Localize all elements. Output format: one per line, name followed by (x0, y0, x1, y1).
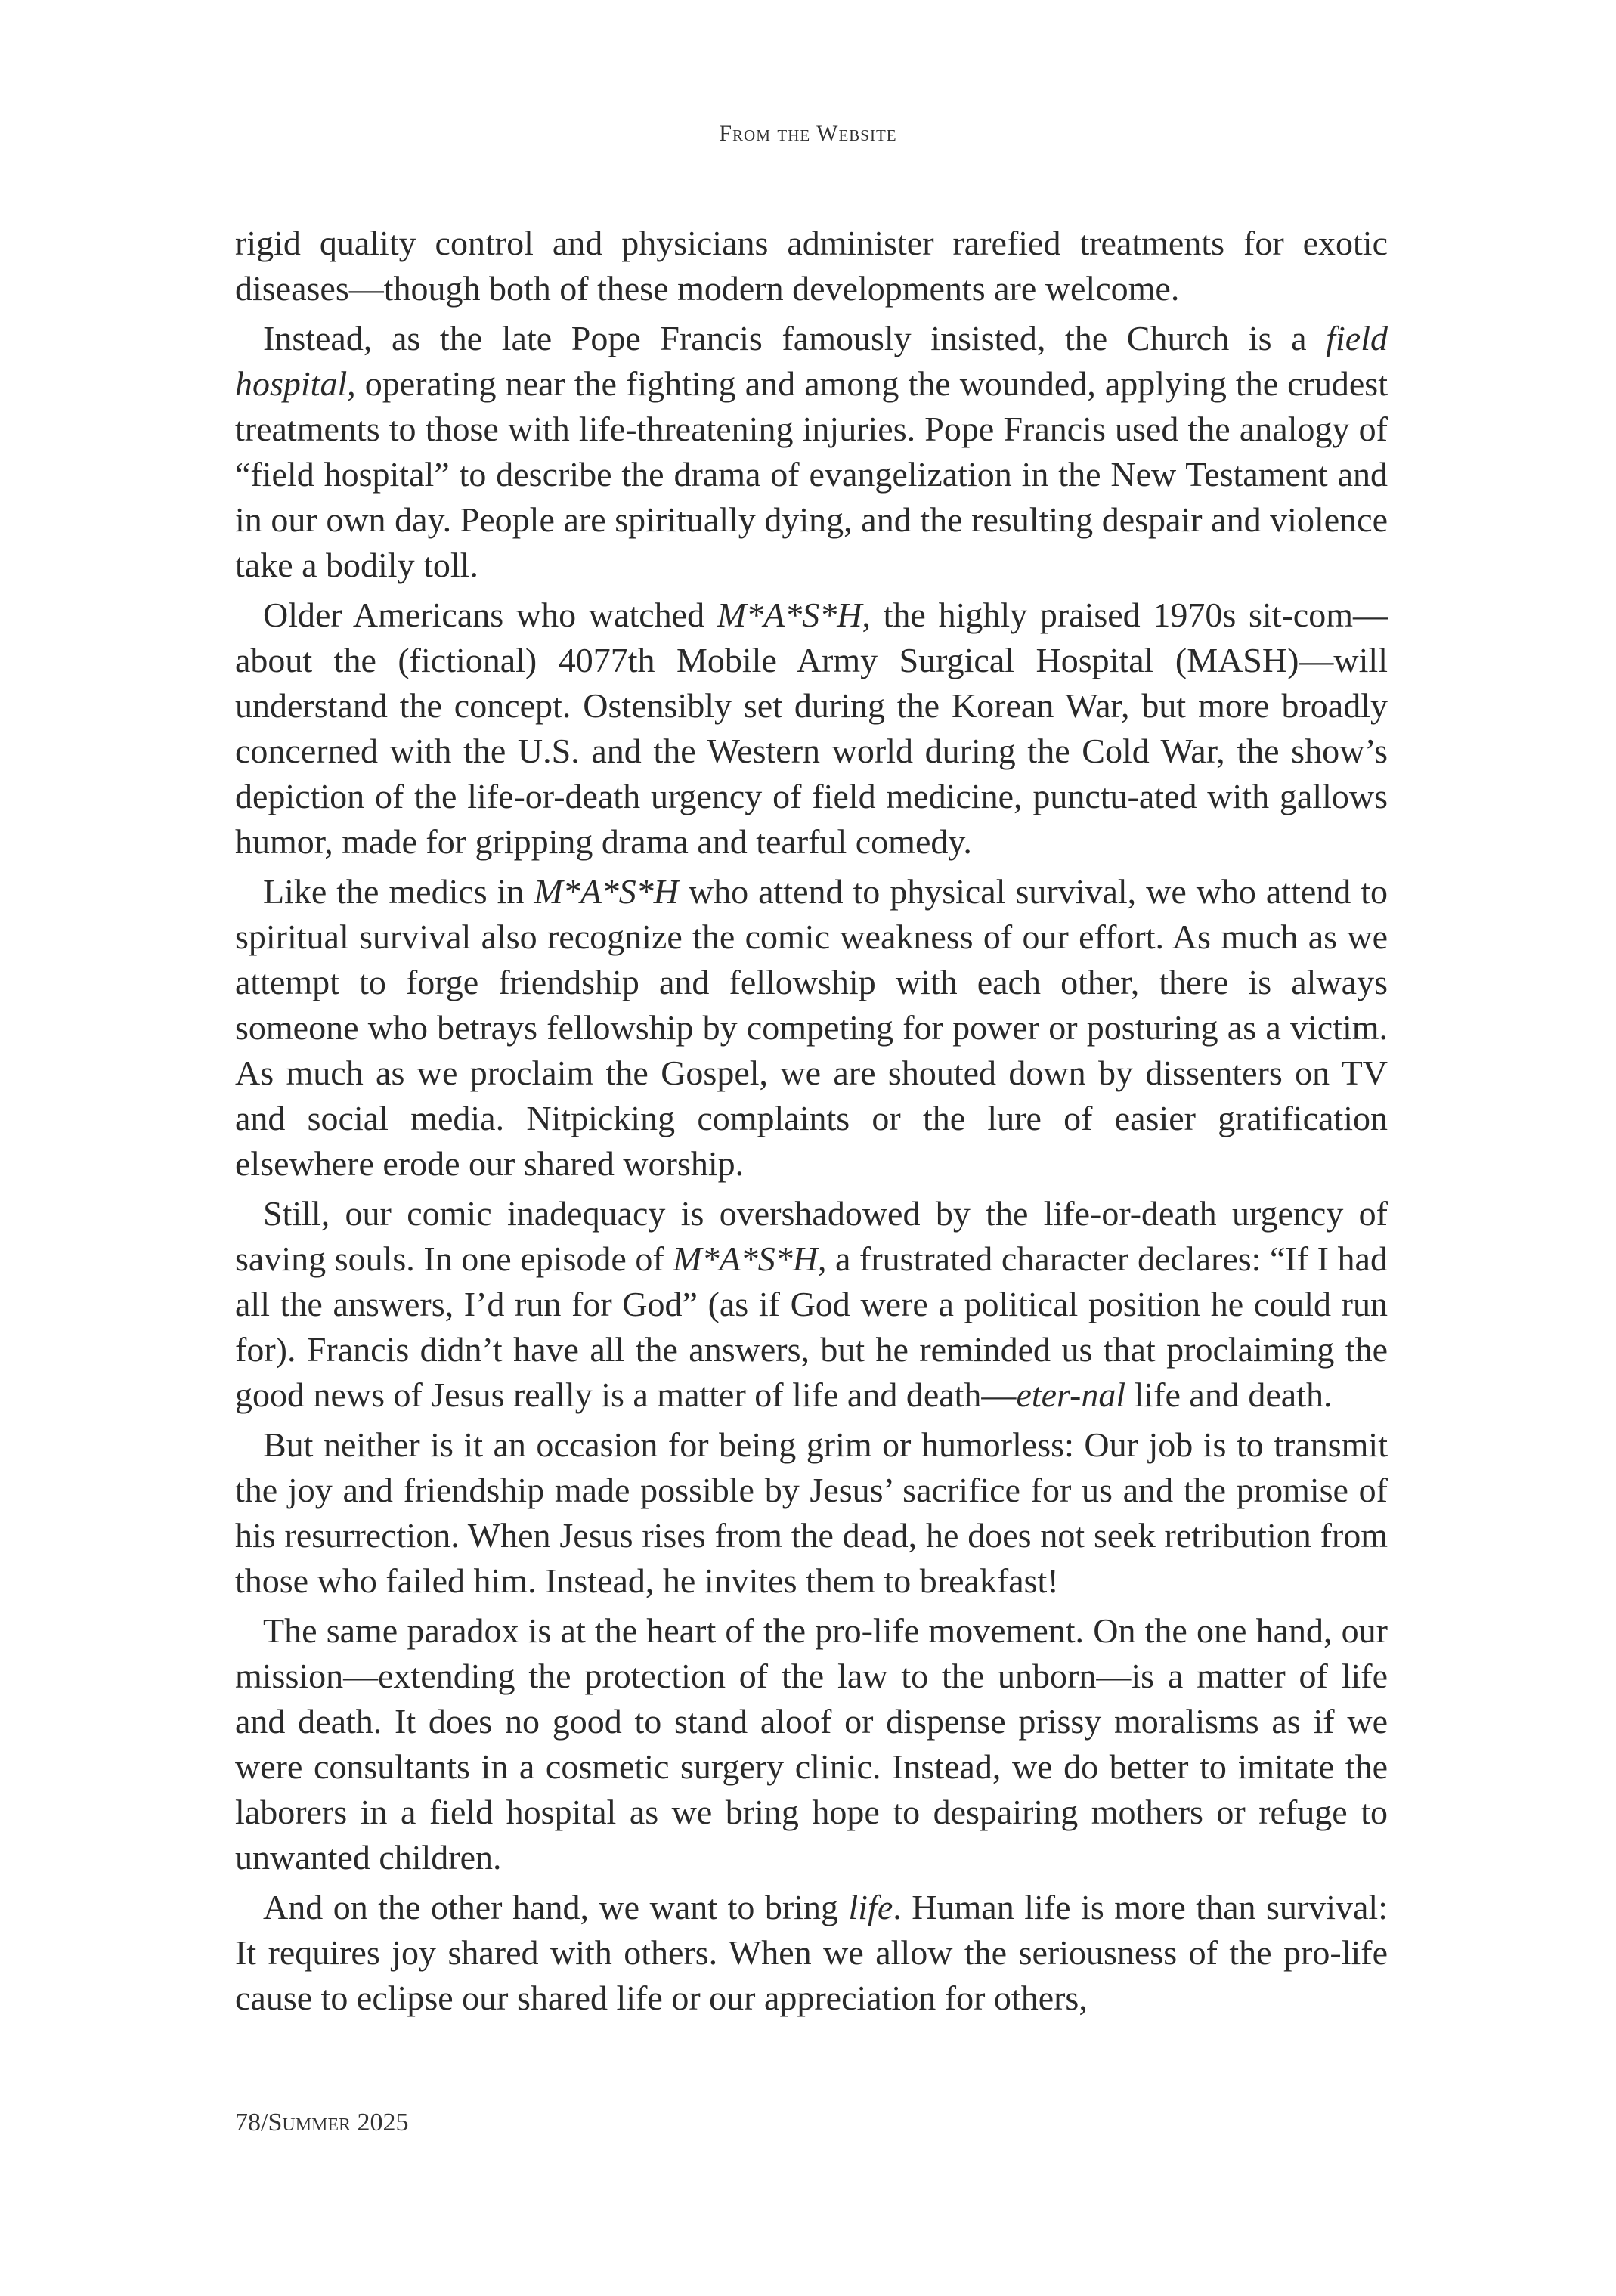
paragraph-comic-inadequacy: Still, our comic inadequacy is overshadowed by the life-or-death urgency of saving souls. In one episode of M*A*S*H, a frustrated character declares: “If I had all the answers, I’d run for God” (as if God were a political position he could run for). Francis didn’t have all the answers, but he reminded us that proclaiming the good news of Jesus really is a matter of life and death—eter-nal life and death. (235, 1194, 1388, 1414)
paragraph-mash: Older Americans who watched M*A*S*H, the highly praised 1970s sit-com—about the (fictional) 4077th Mobile Army Surgical Hospital (MASH)—will understand the concept. Ostensibly set during the Korean War, but more broadly concerned with the U.S. and the Western world during the Cold War, the show’s depiction of the life-or-death urgency of field medicine, punctu-ated with gallows humor, made for gripping drama and tearful comedy. (235, 596, 1388, 861)
running-head: From the Website (719, 121, 897, 146)
italic-title: M*A*S*H (717, 596, 862, 634)
paragraph-joy: But neither is it an occasion for being grim or humorless: Our job is to transmit the joy and friendship made possible by Jesus’ sacrifice for us and the promise of his resurrection. When Jesus rises from the dead, he does not seek retribution from those who failed him. Instead, he invites them to breakfast! (235, 1425, 1388, 1600)
paragraph-bring-life: And on the other hand, we want to bring life. Human life is more than survival: It requires joy shared with others. When we allow the seriousness of the pro-life cause to eclipse our shared life or our appreciation for others, (235, 1888, 1388, 2017)
paragraph-paradox: The same paradox is at the heart of the pro-life movement. On the one hand, our mission—extending the protection of the law to the unborn—is a matter of life and death. It does no good to stand aloof or dispense prissy moralisms as if we were consultants in a cosmetic surgery clinic. Instead, we do better to imitate the laborers in a field hospital as we bring hope to despairing mothers or refuge to unwanted children. (235, 1611, 1388, 1877)
italic-term: eter-nal (1016, 1375, 1126, 1414)
paragraph-continued: rigid quality control and physicians administer rarefied treatments for exotic diseases—though both of these modern developments are welcome. (235, 224, 1388, 308)
italic-title: M*A*S*H (534, 872, 680, 911)
article-body (235, 221, 1388, 2025)
paragraph-medics: Like the medics in M*A*S*H who attend to physical survival, we who attend to spiritual survival also recognize the comic weakness of our effort. As much as we attempt to forge friendship and fellowship with each other, there is always someone who betrays fellowship by competing for power or posturing as a victim. As much as we proclaim the Gospel, we are shouted down by dissenters on TV and social media. Nitpicking complaints or the lure of easier gratification elsewhere erode our shared worship. (235, 872, 1388, 1183)
italic-title: M*A*S*H (673, 1239, 818, 1278)
page-folio: 78/Summer 2025 (235, 2109, 409, 2137)
paragraph-field-hospital: Instead, as the late Pope Francis famously insisted, the Church is a field hospital, operating near the fighting and among the wounded, applying the crudest treatments to those with life-threatening injuries. Pope Francis used the analogy of “field hospital” to describe the drama of evangelization in the New Testament and in our own day. People are spiritually dying, and the resulting despair and violence take a bodily toll. (235, 319, 1388, 584)
italic-term: life (848, 1888, 893, 1926)
italic-term: field hospital (235, 319, 1388, 403)
